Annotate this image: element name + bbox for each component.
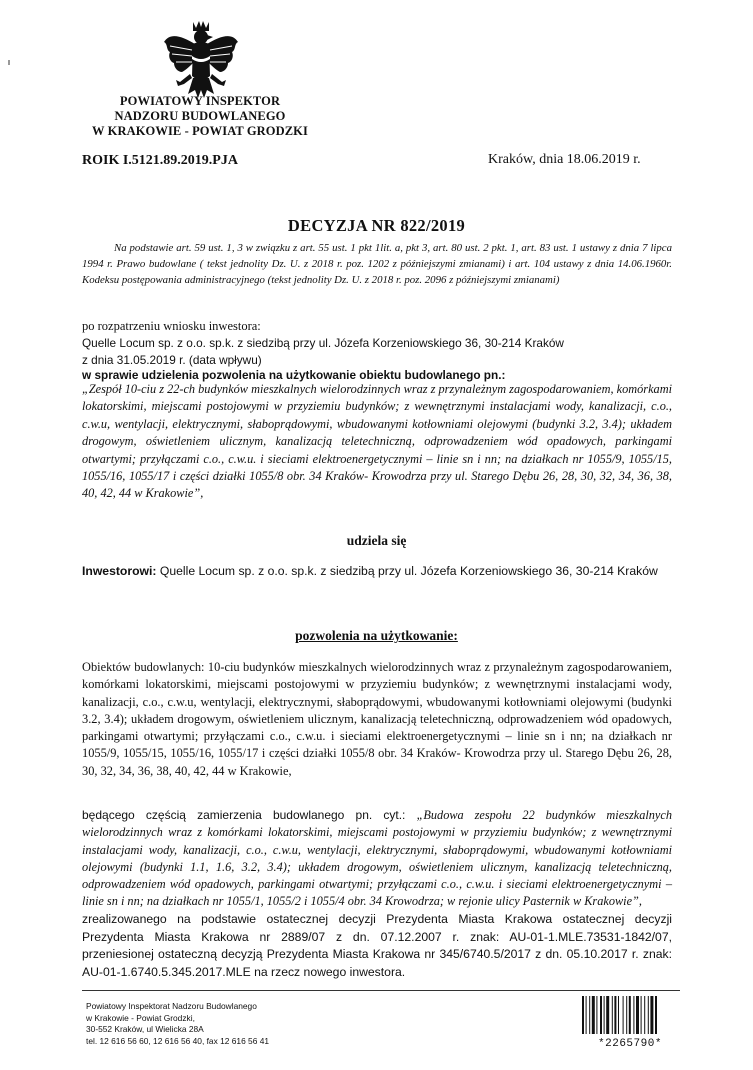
footer-line-1: Powiatowy Inspektorat Nadzoru Budowlanego xyxy=(86,1001,257,1011)
investment-quote xyxy=(82,807,672,911)
object-quote: „Zespół 10-ciu z 22-ch budynków mieszkalnych wielorodzinnych wraz z przynależnym zagospodarowaniem, komórkami lokatorskimi, miejscami postojowymi w przyziemiu budynków; z wewnętrznymi instalacjami wody, kanalizacji, c.o., c.w.u, wentylacji, elektrycznymi, słaboprądowymi, wbudowanymi kotłowniami olejowymi (budynki 3.2, 3.4); układem drogowym, oświetleniem ulicznym, kanalizacją teletechniczną, odprowadzeniem wód opadowych, parkingami otwartymi; przyłączami c.o., c.w.u. i sieciami elektroenergetycznymi – linie sn i nn; na działkach nr 1055/9, 1055/15, 1055/16, 1055/17 i części działki 1055/8 obr. 34 Kraków- Krowodrza przy ul. Starego Dębu 26, 28, 30, 32, 34, 36, 38, 40, 42, 44 w Krakowie”, xyxy=(82,382,672,501)
footer-divider xyxy=(82,990,680,991)
barcode-icon xyxy=(582,996,678,1034)
investor-label: Inwestorowi: xyxy=(82,564,157,578)
matter-line: w sprawie udzielenia pozwolenia na użytkowanie obiektu budowlanego pn.: xyxy=(82,368,506,382)
legal-basis-text: Na podstawie art. 59 ust. 1, 3 w związku z art. 55 ust. 1 pkt 1lit. a, pkt 3, art. 80 ust. 2 pkt. 1, art. 83 ust. 1 ustawy z dnia 7 lipca 1994 r. Prawo budowlane ( tekst jednolity Dz. U. z 2018 r. poz. 1202 z późniejszymi zmianami) i art. 104 ustawy z dnia 14.06.1960r. Kodeksu postępowania administracyjnego (tekst jednolity Dz. U. z 2018 r. poz. 2096 z późniejszymi zmianami) xyxy=(82,242,672,286)
scan-mark xyxy=(8,60,10,65)
issuer-line-1: POWIATOWY INSPEKTOR xyxy=(119,94,281,108)
decision-title: DECYZJA NR 822/2019 xyxy=(287,216,466,235)
realization-paragraph: zrealizowanego na podstawie ostatecznej decyzji Prezydenta Miasta Krakowa ostatecznej decyzji Prezydenta Miasta Krakowa nr 2889/07 z dn. 07.12.2007 r. znak: AU-01-1.MLE.73531-1842/07, przeniesionej ostateczną decyzją Prezydenta Miasta Krakowa nr 345/6740.5/2017 z dn. 05.10.2017 r. znak: AU-01-1.6740.5.345.2017.MLE na rzecz nowego inwestora. xyxy=(82,912,672,979)
objects-paragraph: Obiektów budowlanych: 10-ciu budynków mieszkalnych wielorodzinnych wraz z przynależnym zagospodarowaniem, komórkami lokatorskimi, miejscami postojowymi w przyziemiu budynków; z wewnętrznymi instalacjami wody, kanalizacji, c.o., c.w.u, wentylacji, elektrycznymi, słaboprądowymi, wbudowanymi kotłowniami olejowymi (budynki 3.2, 3.4); układem drogowym, oświetleniem ulicznym, kanalizacją teletechniczną, odprowadzeniem wód opadowych, parkingami otwartymi; przyłączami c.o., c.w.u. i sieciami elektroenergetycznymi – linie sn i nn; na działkach nr 1055/9, 1055/15, 1055/16, 1055/17 i części działki 1055/8 obr. 34 Kraków- Krowodrza przy ul. Starego Dębu 26, 28, 30, 32, 34, 36, 38, 40, 42, 44 w Krakowie, xyxy=(82,660,672,778)
investor-text: Quelle Locum sp. z o.o. sp.k. z siedzibą przy ul. Józefa Korzeniowskiego 36, 30-214 Kraków xyxy=(159,564,658,578)
intro-line: po rozpatrzeniu wniosku inwestora: xyxy=(82,319,261,333)
footer-address xyxy=(86,1001,269,1047)
investment-quote-text: „Budowa zespołu 22 budynków mieszkalnych wielorodzinnych wraz z komórkami lokatorskimi, miejscami postojowymi w przyziemiu budynków; z wewnętrznymi instalacjami wody, kanalizacji, c.o., c.w.u, wentylacji, elektrycznymi, słaboprądowymi, wbudowanymi kotłowniami olejowymi (budynki 1.1, 1.6, 3.2, 3.4); układem drogowym, oświetleniem ulicznym, kanalizacją teletechniczną, odprowadzeniem wód opadowych, parkingami otwartymi; przyłączami c.o., c.w.u. i sieciami elektroenergetycznymi – linie sn i nn; na działkach nr 1055/1, 1055/2 i 1055/4 obr. 34 Krowodrza; w rejonie ulicy Pasternik w Krakowie”, xyxy=(82,808,672,909)
footer-line-3: 30-552 Kraków, ul Wielicka 28A xyxy=(86,1024,204,1035)
barcode-number: *2265790* xyxy=(598,1038,662,1050)
investor-application-line-2: z dnia 31.05.2019 r. (data wpływu) xyxy=(82,353,262,367)
permit-heading: pozwolenia na użytkowanie: xyxy=(295,628,458,643)
footer-line-4: tel. 12 616 56 60, 12 616 56 40, fax 12 616 56 41 xyxy=(86,1035,270,1046)
investor-paragraph xyxy=(82,563,672,580)
reference-number: ROIK I.5121.89.2019.PJA xyxy=(82,153,238,168)
legal-basis xyxy=(82,240,672,288)
issuer-line-3: W KRAKOWIE - POWIAT GRODZKI xyxy=(92,124,308,138)
document-date: Kraków, dnia 18.06.2019 r. xyxy=(488,152,641,167)
issuer-header xyxy=(70,94,330,139)
investor-application-line-1: Quelle Locum sp. z o.o. sp.k. z siedzibą przy ul. Józefa Korzeniowskiego 36, 30-214 Kraków xyxy=(82,336,564,350)
footer-line-2: w Krakowie - Powiat Grodzki, xyxy=(86,1012,195,1023)
investor-application xyxy=(82,335,642,369)
part-of-prefix: będącego częścią zamierzenia budowlanego pn. cyt.: xyxy=(82,808,417,822)
grants-heading: udziela się xyxy=(346,533,407,548)
issuer-line-2: NADZORU BUDOWLANEGO xyxy=(114,109,286,123)
